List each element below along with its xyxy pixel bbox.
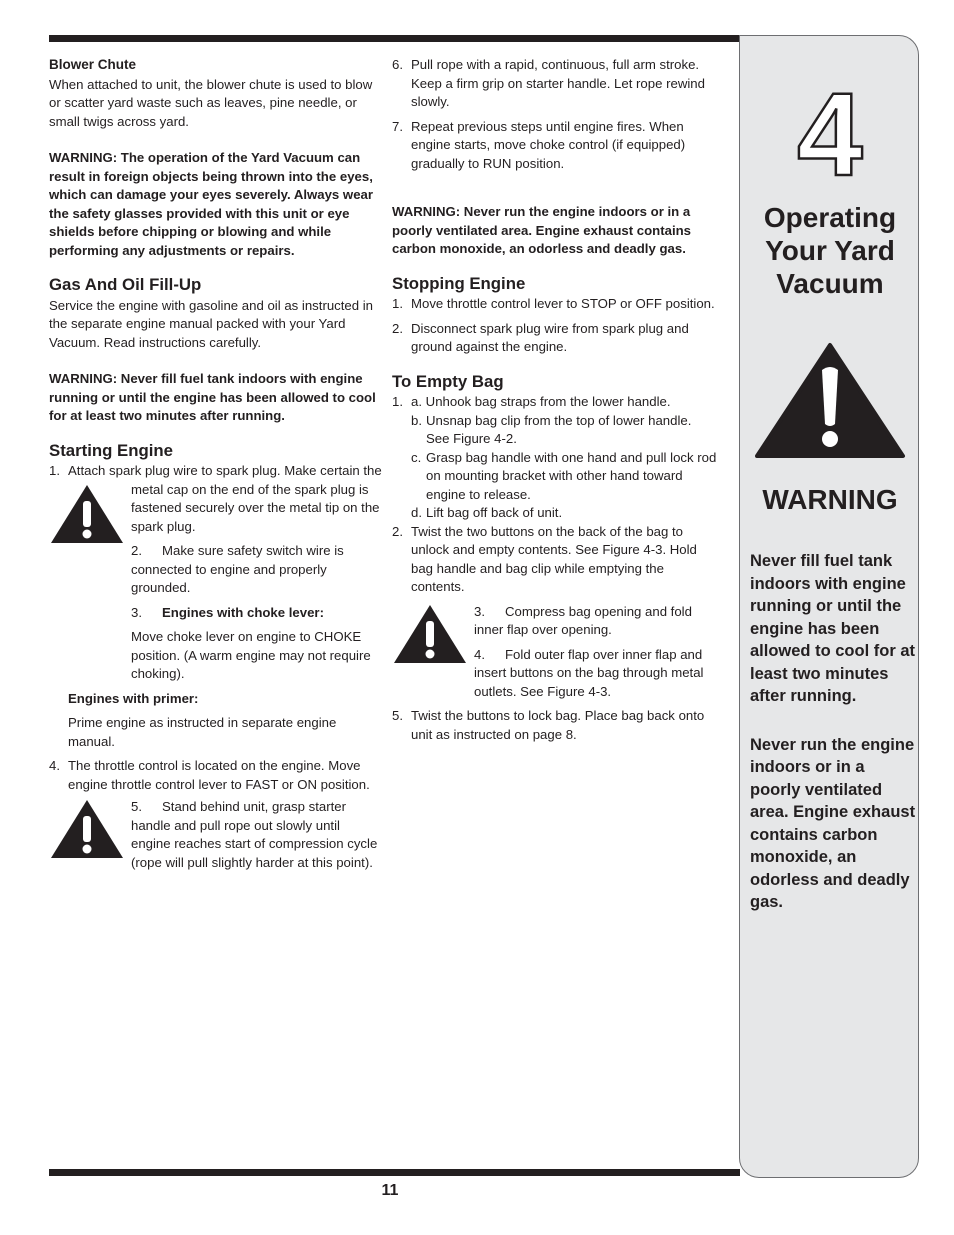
chapter-title: Operating Your Yard Vacuum bbox=[763, 202, 897, 299]
warning-triangle-icon bbox=[754, 342, 906, 459]
warning-block bbox=[49, 481, 382, 684]
warning-block bbox=[49, 794, 382, 872]
empty-bag-heading: To Empty Bag bbox=[392, 371, 504, 391]
list-item: 7. Repeat previous steps until engine fires. When engine starts, move choke control (if equipped) gradually to RUN position. bbox=[392, 118, 686, 171]
warning-heading: WARNING bbox=[762, 484, 898, 515]
middle-column bbox=[392, 56, 718, 744]
choke-text: Move choke lever on engine to CHOKE position. (A warm engine may not require choking). bbox=[131, 629, 371, 681]
list-item: 6. Pull rope with a rapid, continuous, full arm stroke. Keep a firm grip on starter handle. Let rope rewind slowly. bbox=[392, 57, 705, 109]
list-item: 4. The throttle control is located on the engine. Move engine throttle control lever to FAST or ON position. bbox=[49, 758, 370, 792]
list-item: 5. Twist the buttons to lock bag. Place bag back onto unit as instructed on page 8. bbox=[392, 708, 705, 742]
page-number: 11 bbox=[381, 1182, 399, 1199]
list-item: c. Grasp bag handle with one hand and pull lock rod on mounting bracket with other hand toward engine to release. bbox=[411, 449, 717, 502]
list-item: 5. Stand behind unit, grasp starter handle and pull rope out slowly until engine reaches start of compression cycle (rope will pull slightly harder at this point). bbox=[131, 799, 378, 870]
step1-text: metal cap on the end of the spark plug is fastened securely over the metal tip on the spark plug. bbox=[131, 481, 380, 534]
list-item: b. Unsnap bag clip from the top of lower handle. See Figure 4-2. bbox=[411, 412, 692, 446]
warning-triangle-icon bbox=[49, 483, 125, 545]
fuel-warning: WARNING: Never fill fuel tank indoors with engine running or until the engine has been allowed to cool for at least two minutes after running. bbox=[49, 371, 376, 423]
chapter-tab bbox=[739, 35, 919, 1178]
primer-text: Prime engine as instructed in separate engine manual. bbox=[68, 715, 337, 749]
list-item: 1. Attach spark plug wire to spark plug. Make certain the bbox=[49, 463, 382, 478]
warning-triangle-icon bbox=[49, 798, 125, 860]
primer-label: Engines with primer: bbox=[68, 690, 199, 706]
list-item: 4. Fold outer flap over inner flap and insert buttons on the bag through metal outlets. See Figure 4-3. bbox=[474, 646, 704, 699]
blower-warning: WARNING: The operation of the Yard Vacuum can result in foreign objects being thrown into the eyes, which can damage your eyes severely. Always wear the safety glasses provided with this unit or eye shields before chipping or blowing and while performing any adjustments or repairs. bbox=[49, 150, 373, 258]
warning-triangle-icon bbox=[392, 603, 468, 665]
warning-block bbox=[392, 603, 718, 702]
top-rule bbox=[49, 35, 740, 42]
warning-text: Never fill fuel tank indoors with engine running or until the engine has been allowed to cool for at least two minutes after running. Never run the engine indoors or in a poorly ventilated area. Engine exhaust contains carbon monoxide, an odorless and deadly gas. bbox=[750, 552, 916, 911]
list-item: 2. Disconnect spark plug wire from spark plug and ground against the engine. bbox=[392, 320, 689, 354]
list-item: 3. Compress bag opening and fold inner flap over opening. bbox=[474, 603, 692, 637]
list-item: 1. a. Unhook bag straps from the lower handle. bbox=[392, 394, 671, 409]
stopping-engine-heading: Stopping Engine bbox=[392, 273, 526, 293]
starting-engine-heading: Starting Engine bbox=[49, 440, 173, 460]
gas-oil-text: Service the engine with gasoline and oil as instructed in the separate engine manual packed with your Yard Vacuum. Read instructions carefully. bbox=[49, 297, 374, 350]
bottom-rule bbox=[49, 1169, 740, 1176]
list-item: 1. Move throttle control lever to STOP or OFF position. bbox=[392, 296, 715, 311]
list-item: 2. Make sure safety switch wire is connected to engine and properly grounded. bbox=[131, 543, 344, 595]
left-column bbox=[49, 56, 382, 872]
indoor-warning: WARNING: Never run the engine indoors or in a poorly ventilated area. Engine exhaust contains carbon monoxide, an odorless and deadly gas. bbox=[392, 204, 691, 256]
list-item: 3. Engines with choke lever: bbox=[131, 604, 324, 620]
chapter-number: 4 bbox=[797, 69, 863, 201]
blower-chute-text: When attached to unit, the blower chute is used to blow or scatter yard waste such as leaves, pine needle, or small twigs across yard. bbox=[49, 76, 373, 129]
list-item: d. Lift bag off back of unit. bbox=[411, 505, 563, 520]
gas-oil-heading: Gas And Oil Fill-Up bbox=[49, 275, 202, 294]
blower-chute-heading: Blower Chute bbox=[49, 57, 137, 72]
list-item: 2. Twist the two buttons on the back of the bag to unlock and empty contents. See Figure 4-3. Hold bag handle and bag clip while emptying the contents. bbox=[392, 523, 697, 594]
